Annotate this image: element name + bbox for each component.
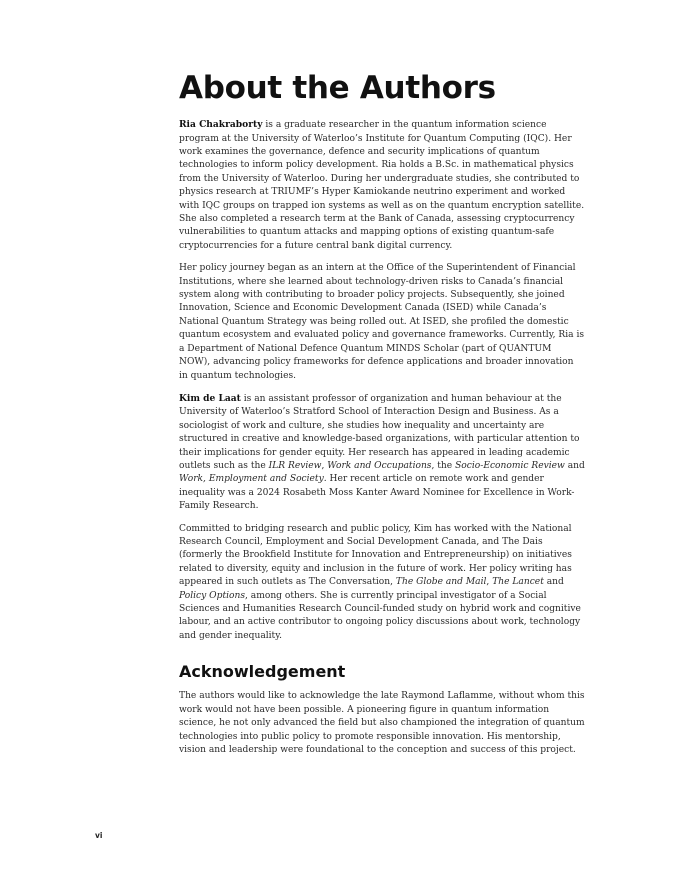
kim-bio-text-1b: . Her recent article on remote work and gender inequality was a 2024 Rosabeth Moss Kanter Award Nominee for Excellence in Work-Family Research. xyxy=(179,474,575,512)
kim-bio-paragraph-1 xyxy=(179,392,585,514)
acknowledgement-heading: Acknowledgement xyxy=(179,662,346,682)
author-name-kim: Kim de Laat xyxy=(179,392,241,404)
kim-bio-text-2a: Committed to bridging research and public policy, Kim has worked with the National Research Council, Employment and Social Development Canada, and The Dais (formerly the Brookfield Institute for Innovation and Entrepreneurship) on initiatives related to diversity, equity and inclusion in the future of work. Her policy writing has appeared in such outlets as The Conversation, xyxy=(179,523,572,588)
outlet-globe-and-mail: The Globe and Mail xyxy=(395,577,487,588)
acknowledgement-paragraph: The authors would like to acknowledge the late Raymond Laflamme, without whom this work would not have been possible. A pioneering figure in quantum information science, he not only advanced the field but also championed the integration of quantum technologies into public policy to promote responsible innovation. His mentorship, vision and leadership were foundational to the conception and success of this project. xyxy=(179,691,585,756)
journal-socio-economic-review: Socio-Economic Review xyxy=(455,460,565,471)
kim-bio-text-2b: , among others. She is currently principal investigator of a Social Sciences and Humanities Research Council-funded study on hybrid work and cognitive labour, and an active contributor to ongoing policy discussions about work, technology and gender inequality. xyxy=(179,590,581,641)
page-title: About the Authors xyxy=(179,70,496,106)
outlet-the-lancet: The Lancet xyxy=(492,577,544,588)
ria-bio-text-2: Her policy journey began as an intern at the Office of the Superintendent of Financial Institutions, where she learned about technology-driven risks to Canada’s financial system along with contributing to broader policy projects. Subsequently, she joined Innovation, Science and Economic Development Canada (ISED) while Canada’s National Quantum Strategy was being rolled out. At ISED, she profiled the domestic quantum ecosystem and evaluated policy and governance frameworks. Currently, Ria is a Department of National Defence Quantum MINDS Scholar (part of QUANTUM NOW), advancing policy frameworks for defence applications and broader innovation in quantum technologies. xyxy=(179,263,585,381)
page-number: vi xyxy=(95,831,103,840)
separator: and xyxy=(564,460,585,471)
ria-bio-text-1: is a graduate researcher in the quantum information science program at the University of Waterloo’s Institute for Quantum Computing (IQC). Her work examines the governance, defence and security implications of quantum technologies to inform policy development. Ria holds a B.Sc. in mathematical physics from the University of Waterloo. During her undergraduate studies, she contributed to physics research at TRIUMF’s Hyper Kamiokande neutrino experiment and worked with IQC groups on trapped ion systems as well as on the quantum encryption satellite. She also completed a research term at the Bank of Canada, assessing cryptocurrency vulnerabilities to quantum attacks and mapping options of existing quantum-safe cryptocurrencies for a future central bank digital currency. xyxy=(179,120,585,251)
separator: , xyxy=(321,460,328,471)
ria-bio-paragraph-2 xyxy=(179,262,585,383)
author-name-ria: Ria Chakraborty xyxy=(179,119,263,131)
kim-bio-paragraph-2 xyxy=(179,523,585,644)
page-content xyxy=(179,70,585,766)
separator: and xyxy=(543,577,564,588)
journal-ilr-review: ILR Review xyxy=(268,460,322,471)
outlet-policy-options: Policy Options xyxy=(179,590,246,601)
ria-bio-paragraph-1 xyxy=(179,118,585,253)
separator: , the xyxy=(431,460,456,471)
kim-bio-text-1a: is an assistant professor of organization and human behaviour at the University of Waterloo’s Stratford School of Interaction Design and Business. As a sociologist of work and culture, she studies how inequality and uncertainty are structured in creative and knowledge-based organizations, with particular attention to their implications for gender equity. Her research has appeared in leading academic outlets such as the xyxy=(179,393,580,471)
separator: , xyxy=(486,577,493,588)
journal-work-and-occupations: Work and Occupations xyxy=(327,460,432,471)
journal-work-employment-society: Work, Employment and Society xyxy=(179,474,324,485)
